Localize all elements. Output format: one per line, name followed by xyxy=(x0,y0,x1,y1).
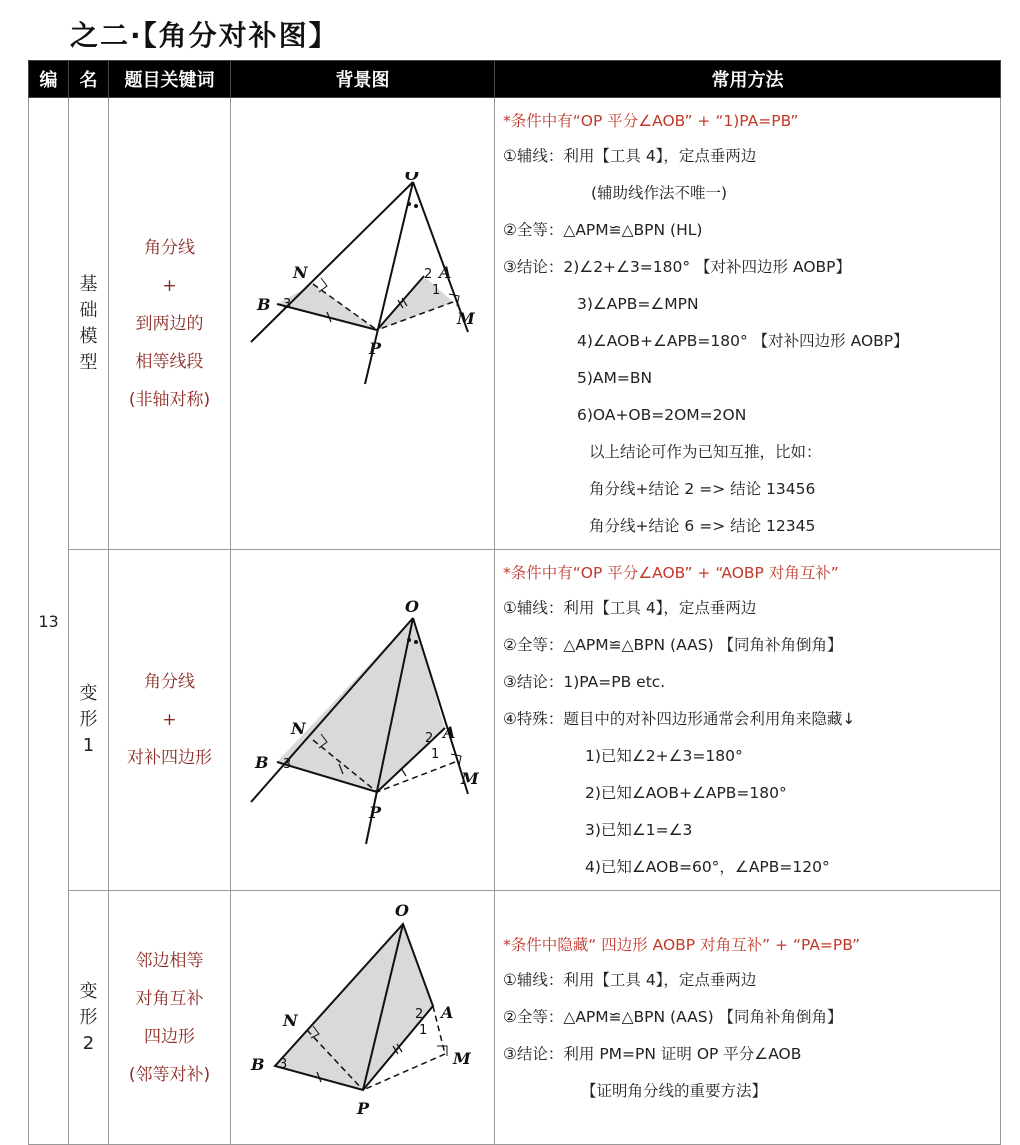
label-P: P xyxy=(356,1098,369,1118)
table-row xyxy=(29,891,1001,1145)
method-line: 1)已知∠2+∠3=180° xyxy=(585,747,743,765)
header-figure: 背景图 xyxy=(231,61,495,98)
method-line: 2)已知∠AOB+∠APB=180° xyxy=(585,784,787,802)
method-line: (辅助线作法不唯一) xyxy=(591,184,728,202)
method-line: ④特殊：题目中的对补四边形通常会利用角来隐藏↓ xyxy=(503,710,856,728)
method-line: ③结论：利用 PM=PN 证明 OP 平分∠AOB xyxy=(503,1044,802,1063)
keywords: 角分线 + 到两边的 相等线段 (非轴对称) xyxy=(109,98,231,550)
label-2: 2 xyxy=(423,266,432,282)
label-1: 1 xyxy=(431,282,440,298)
method-line: ①辅线：利用【工具 4】，定点垂两边 xyxy=(503,970,757,989)
model-name: 变 形 1 xyxy=(69,550,109,891)
label-A: A xyxy=(438,262,451,282)
method-line: ③结论：2)∠2+∠3=180° 【对补四边形 AOBP】 xyxy=(503,258,851,276)
label-N: N xyxy=(292,262,308,282)
method-line: 3)∠APB=∠MPN xyxy=(577,295,699,313)
method-line: 角分线+结论 6 => 结论 12345 xyxy=(589,517,816,535)
method-line: ①辅线：利用【工具 4】，定点垂两边 xyxy=(503,147,757,165)
method-line: ②全等：△APM≌△BPN (AAS) 【同角补角倒角】 xyxy=(503,636,843,654)
method-line: 4)∠AOB+∠APB=180° 【对补四边形 AOBP】 xyxy=(577,332,909,350)
label-M: M xyxy=(456,308,475,328)
label-B: B xyxy=(256,294,271,314)
table-row xyxy=(29,550,1001,891)
label-2: 2 xyxy=(424,731,433,746)
header-row xyxy=(29,61,1001,98)
label-O: O xyxy=(394,900,409,920)
header-keywords: 题目关键词 xyxy=(109,61,231,98)
label-1: 1 xyxy=(430,747,439,762)
label-B: B xyxy=(250,1054,265,1074)
method-line: 6)OA+OB=2OM=2ON xyxy=(577,406,747,424)
condition-line: *条件中有“OP 平分∠AOB” + “1)PA=PB” xyxy=(503,112,799,130)
condition-line: *条件中有“OP 平分∠AOB” + “AOBP 对角互补” xyxy=(503,564,839,582)
label-3: 3 xyxy=(278,1056,287,1072)
figure-cell xyxy=(231,891,495,1145)
figure-cell xyxy=(231,98,495,550)
label-3: 3 xyxy=(282,296,291,312)
condition-line: *条件中隐藏“ 四边形 AOBP 对角互补” + “PA=PB” xyxy=(503,935,861,954)
keywords: 邻边相等 对角互补 四边形 (邻等对补) xyxy=(109,891,231,1145)
method-line: 以上结论可作为已知互推，比如： xyxy=(589,443,822,461)
figure-cell xyxy=(231,550,495,891)
label-1: 1 xyxy=(418,1022,427,1038)
geometry-figure xyxy=(233,172,493,472)
label-M: M xyxy=(452,1048,471,1068)
page-title: 之二·【角分对补图】 xyxy=(70,19,339,52)
label-O: O xyxy=(404,171,419,184)
methods-cell xyxy=(495,550,1001,891)
label-P: P xyxy=(368,803,381,822)
keywords: 角分线 + 对补四边形 xyxy=(109,550,231,891)
method-line: 4)已知∠AOB=60°，∠APB=120° xyxy=(585,858,830,876)
methods-cell xyxy=(495,98,1001,550)
method-line: 3)已知∠1=∠3 xyxy=(585,821,693,839)
method-line: ③结论：1)PA=PB etc. xyxy=(503,673,666,691)
method-line: ①辅线：利用【工具 4】，定点垂两边 xyxy=(503,599,757,617)
model-name: 变 形 2 xyxy=(69,891,109,1145)
label-M: M xyxy=(460,769,479,788)
method-table xyxy=(28,60,1001,1145)
method-line: ②全等：△APM≌△BPN (HL) xyxy=(503,221,703,239)
label-2: 2 xyxy=(414,1006,423,1022)
geometry-figure xyxy=(233,896,493,1136)
item-number: 13 xyxy=(29,98,69,1145)
label-N: N xyxy=(290,719,306,738)
label-A: A xyxy=(440,1002,453,1022)
geometry-figure xyxy=(233,588,493,848)
method-line: 5)AM=BN xyxy=(577,369,653,387)
method-line: 角分线+结论 2 => 结论 13456 xyxy=(589,480,816,498)
table-row xyxy=(29,98,1001,550)
label-O: O xyxy=(404,597,419,616)
methods-cell xyxy=(495,891,1001,1145)
label-N: N xyxy=(282,1010,298,1030)
label-P: P xyxy=(368,338,381,358)
header-methods: 常用方法 xyxy=(495,61,1001,98)
model-name: 基 础 模 型 xyxy=(69,98,109,550)
label-B: B xyxy=(254,753,269,772)
header-name: 名 xyxy=(69,61,109,98)
method-line: ②全等：△APM≌△BPN (AAS) 【同角补角倒角】 xyxy=(503,1007,843,1026)
label-A: A xyxy=(442,723,455,742)
label-3: 3 xyxy=(282,757,291,772)
header-number: 编 xyxy=(29,61,69,98)
method-note: 【证明角分线的重要方法】 xyxy=(581,1081,768,1100)
